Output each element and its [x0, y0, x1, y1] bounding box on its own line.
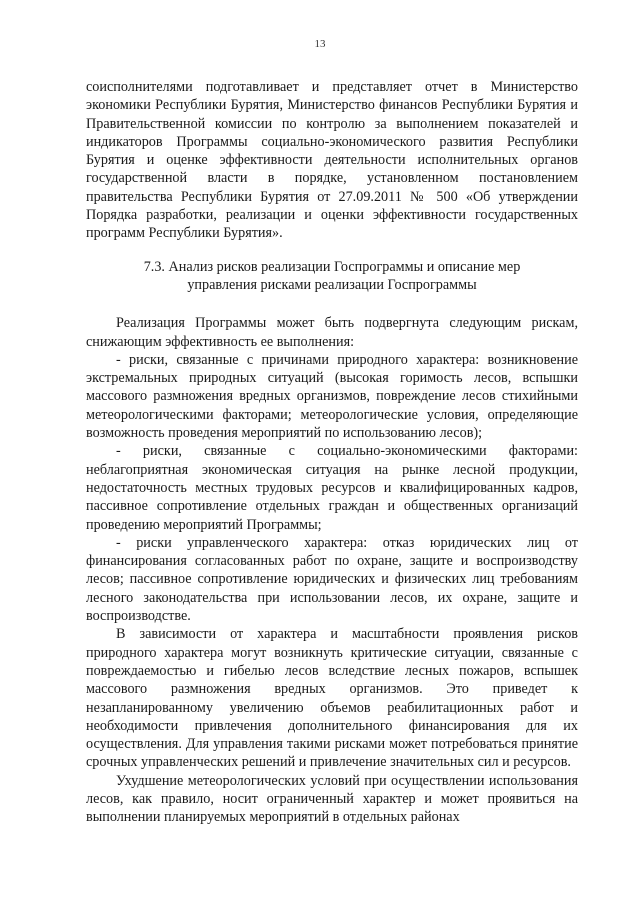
paragraph: Реализация Программы может быть подвергнута следующим рискам, снижающим эффективность ее выполнения: [86, 315, 578, 350]
list-item: - риски, связанные с социально-экономическими факторами: неблагоприятная экономическая ситуация на рынке лесной продукции, недостаточность местных трудовых ресурсов и квалифицированных кадров, пассивное сопротивление отдельных граждан и общественных организаций проведению мероприятий Программы; [86, 443, 578, 533]
list-item: - риски управленческого характера: отказ юридических лиц от финансирования согласованных работ по охране, защите и воспроизводству лесов; пассивное сопротивление юридических и физических лиц требованиям лесного законодательства при использовании лесов, их охране, защите и воспроизводстве. [86, 534, 578, 625]
paragraph: соисполнителями подготавливает и представляет отчет в Министерство экономики Республики Бурятия, Министерство финансов Республики Бурятия и Правительственной комиссии по контролю за выполнением показателей и индикаторов Программы социально-экономического развития Республики Бурятия и оценке эффективности деятельности исполнительных органов государственной власти в порядке, установленном постановлением правительства Республики Бурятия от 27.09.2011 № 500 «Об утверждении Порядка разработки, реализации и оценки эффективности государственных программ Республики Бурятия». [86, 79, 578, 242]
paragraph: В зависимости от характера и масштабности проявления рисков природного характера могут возникнуть критические ситуации, связанные с повреждаемостью и гибелью лесов вследствие лесных пожаров, вспышек массового размножения вредных организмов. Это приведет к незапланированному увеличению объемов реабилитационных работ и необходимости привлечения дополнительного финансирования для их осуществления. Для управления такими рисками может потребоваться принятие срочных управленческих решений и привлечение значительных сил и ресурсов. [86, 626, 578, 771]
document-body [86, 78, 578, 827]
paragraph: Ухудшение метеорологических условий при осуществлении использования лесов, как правило, носит ограниченный характер и может проявиться на выполнении планируемых мероприятий в отдельных районах [86, 772, 578, 826]
section-heading: 7.3. Анализ рисков реализации Госпрограммы и описание мер управления рисками реализации Госпрограммы [143, 258, 521, 293]
list-item: - риски, связанные с причинами природного характера: возникновение экстремальных природных ситуаций (высокая горимость лесов, вспышки массового размножения вредных организмов, повреждение лесов стихийными метеорологическими факторами; метеорологические условия, определяющие возможность проведения мероприятий по использованию лесов); [86, 351, 578, 442]
page-number: 13 [314, 38, 326, 50]
